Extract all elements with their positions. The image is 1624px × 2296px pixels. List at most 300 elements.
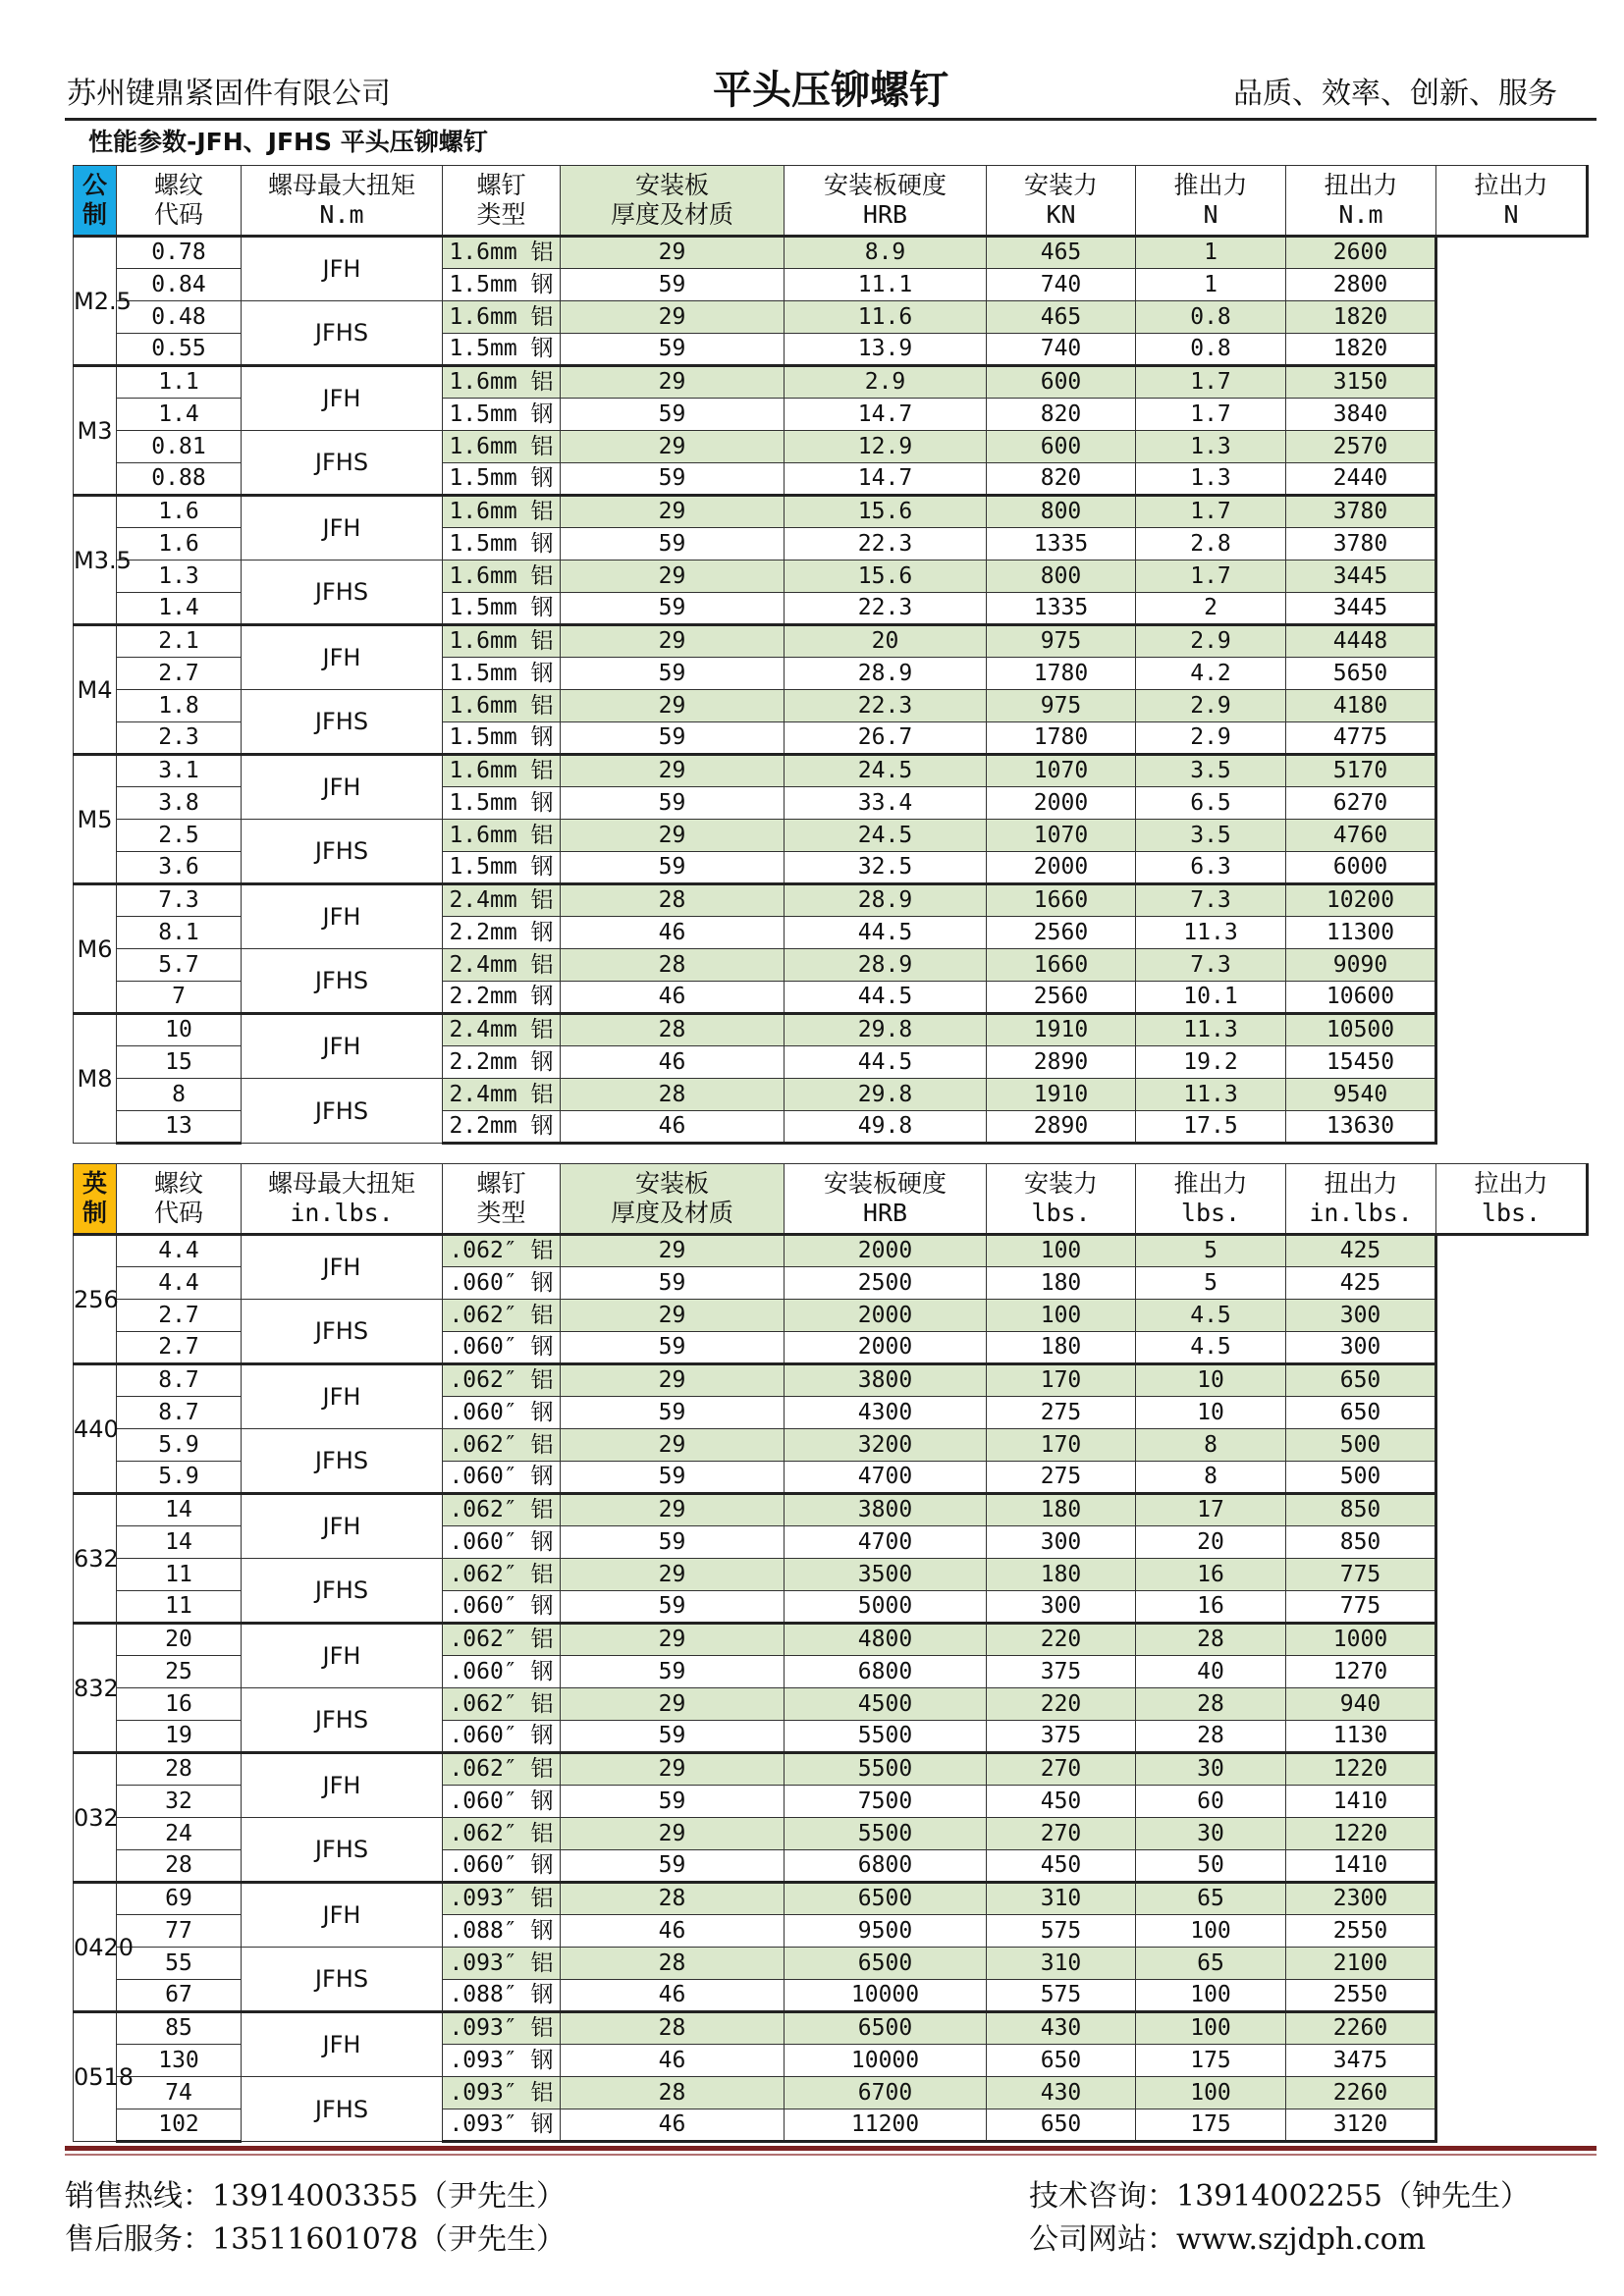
- header-row: [74, 166, 1588, 237]
- pullout-cell: 2300: [1286, 1883, 1436, 1915]
- nut-torque-cell: 7: [117, 982, 242, 1014]
- pullout-cell: 650: [1286, 1397, 1436, 1429]
- hardness-cell: 29: [561, 820, 785, 852]
- pushout-cell: 310: [987, 1948, 1136, 1980]
- page-title: 平头压铆螺钉: [713, 68, 948, 113]
- hardness-cell: 29: [561, 1235, 785, 1267]
- panel-material-cell: .060″ 钢: [443, 1526, 561, 1559]
- thread-code-cell: 832: [74, 1624, 117, 1753]
- torqueout-cell: 1.7: [1136, 496, 1286, 528]
- pushout-cell: 2000: [987, 787, 1136, 820]
- panel-material-cell: .062″ 铝: [443, 1429, 561, 1462]
- pushout-cell: 310: [987, 1883, 1136, 1915]
- panel-material-cell: .060″ 钢: [443, 1786, 561, 1818]
- panel-material-cell: 1.5mm 钢: [443, 722, 561, 755]
- install-force-cell: 15.6: [785, 496, 987, 528]
- pullout-cell: 9540: [1286, 1079, 1436, 1111]
- pullout-cell: 4775: [1286, 722, 1436, 755]
- slogan: 品质、效率、创新、服务: [1233, 77, 1557, 111]
- install-force-cell: 10000: [785, 2045, 987, 2077]
- install-force-cell: 11.1: [785, 269, 987, 301]
- panel-material-cell: .088″ 钢: [443, 1980, 561, 2012]
- pullout-cell: 10500: [1286, 1014, 1436, 1046]
- hardness-cell: 28: [561, 2012, 785, 2045]
- pushout-cell: 1335: [987, 528, 1136, 561]
- torqueout-cell: 7.3: [1136, 884, 1286, 917]
- table-row: [74, 301, 1588, 334]
- header-screw-type: 螺钉 类型: [443, 166, 561, 237]
- torqueout-cell: 1.3: [1136, 463, 1286, 496]
- nut-torque-cell: 1.6: [117, 528, 242, 561]
- footer: [65, 2146, 1597, 2156]
- pullout-cell: 13630: [1286, 1111, 1436, 1144]
- header-install-force: 安装力 lbs.: [987, 1164, 1136, 1235]
- table-row: [74, 949, 1588, 982]
- pushout-cell: 1660: [987, 949, 1136, 982]
- pushout-cell: 600: [987, 366, 1136, 399]
- screw-type-cell: JFHS: [242, 1559, 443, 1624]
- screw-type-cell: JFH: [242, 2012, 443, 2077]
- pushout-cell: 170: [987, 1429, 1136, 1462]
- metric-system-label: [74, 166, 117, 237]
- torqueout-cell: 30: [1136, 1818, 1286, 1850]
- panel-material-cell: 1.6mm 铝: [443, 690, 561, 722]
- tech-consult: 技术咨询：13914002255（钟先生）: [1029, 2179, 1530, 2214]
- nut-torque-cell: 4.4: [117, 1267, 242, 1300]
- table-row: [74, 1079, 1588, 1111]
- hardness-cell: 46: [561, 1915, 785, 1948]
- pushout-cell: 170: [987, 1364, 1136, 1397]
- table-row: [74, 1883, 1588, 1915]
- panel-material-cell: 2.4mm 铝: [443, 949, 561, 982]
- torqueout-cell: 8: [1136, 1462, 1286, 1494]
- hardness-cell: 29: [561, 1364, 785, 1397]
- pullout-cell: 940: [1286, 1688, 1436, 1721]
- table-row: [74, 1235, 1588, 1267]
- torqueout-cell: 50: [1136, 1850, 1286, 1883]
- pushout-cell: 1910: [987, 1079, 1136, 1111]
- install-force-cell: 4700: [785, 1526, 987, 1559]
- install-force-cell: 24.5: [785, 820, 987, 852]
- table-row: [74, 1429, 1588, 1462]
- pushout-cell: 975: [987, 625, 1136, 658]
- header-thread-code: 螺纹 代码: [117, 166, 242, 237]
- screw-type-cell: JFHS: [242, 690, 443, 755]
- hardness-cell: 59: [561, 269, 785, 301]
- install-force-cell: 6800: [785, 1850, 987, 1883]
- after-sales: 售后服务：13511601078（尹先生）: [65, 2222, 566, 2257]
- install-force-cell: 10000: [785, 1980, 987, 2012]
- pullout-cell: 3780: [1286, 528, 1436, 561]
- thread-code-cell: 0420: [74, 1883, 117, 2012]
- pushout-cell: 180: [987, 1494, 1136, 1526]
- header-row: [74, 1164, 1588, 1235]
- pullout-cell: 775: [1286, 1591, 1436, 1624]
- pullout-cell: 9090: [1286, 949, 1436, 982]
- table-row: [74, 820, 1588, 852]
- pullout-cell: 6000: [1286, 852, 1436, 884]
- install-force-cell: 3800: [785, 1364, 987, 1397]
- pushout-cell: 450: [987, 1786, 1136, 1818]
- hardness-cell: 59: [561, 528, 785, 561]
- nut-torque-cell: 14: [117, 1526, 242, 1559]
- torqueout-cell: 10: [1136, 1364, 1286, 1397]
- install-force-cell: 12.9: [785, 431, 987, 463]
- nut-torque-cell: 1.4: [117, 593, 242, 625]
- thread-code-cell: M3.5: [74, 496, 117, 625]
- header-nut-max-torque: 螺母最大扭矩 N.m: [242, 166, 443, 237]
- screw-type-cell: JFH: [242, 1883, 443, 1948]
- table-row: [74, 496, 1588, 528]
- screw-type-cell: JFHS: [242, 1429, 443, 1494]
- pullout-cell: 11300: [1286, 917, 1436, 949]
- pushout-cell: 575: [987, 1915, 1136, 1948]
- pullout-cell: 3150: [1286, 366, 1436, 399]
- pushout-cell: 800: [987, 561, 1136, 593]
- screw-type-cell: JFHS: [242, 949, 443, 1014]
- nut-torque-cell: 3.8: [117, 787, 242, 820]
- hardness-cell: 59: [561, 1786, 785, 1818]
- hardness-cell: 59: [561, 399, 785, 431]
- panel-material-cell: 1.5mm 钢: [443, 334, 561, 366]
- table-row: [74, 431, 1588, 463]
- torqueout-cell: 3.5: [1136, 755, 1286, 787]
- pullout-cell: 850: [1286, 1494, 1436, 1526]
- hardness-cell: 29: [561, 1559, 785, 1591]
- nut-torque-cell: 2.7: [117, 658, 242, 690]
- hardness-cell: 29: [561, 755, 785, 787]
- torqueout-cell: 175: [1136, 2109, 1286, 2142]
- hardness-cell: 28: [561, 1883, 785, 1915]
- nut-torque-cell: 8.1: [117, 917, 242, 949]
- pushout-cell: 740: [987, 334, 1136, 366]
- hardness-cell: 46: [561, 2045, 785, 2077]
- install-force-cell: 15.6: [785, 561, 987, 593]
- pullout-cell: 4180: [1286, 690, 1436, 722]
- hardness-cell: 28: [561, 2077, 785, 2109]
- torqueout-cell: 2.9: [1136, 690, 1286, 722]
- pushout-cell: 820: [987, 463, 1136, 496]
- nut-torque-cell: 16: [117, 1688, 242, 1721]
- table-row: [74, 1624, 1588, 1656]
- nut-torque-cell: 1.1: [117, 366, 242, 399]
- screw-type-cell: JFH: [242, 496, 443, 561]
- screw-type-cell: JFH: [242, 625, 443, 690]
- screw-type-cell: JFHS: [242, 1300, 443, 1364]
- panel-material-cell: 1.6mm 铝: [443, 237, 561, 269]
- screw-type-cell: JFH: [242, 1235, 443, 1300]
- thread-code-cell: M2.5: [74, 237, 117, 366]
- pullout-cell: 650: [1286, 1364, 1436, 1397]
- nut-torque-cell: 2.7: [117, 1332, 242, 1364]
- torqueout-cell: 6.3: [1136, 852, 1286, 884]
- hardness-cell: 59: [561, 1591, 785, 1624]
- pushout-cell: 1780: [987, 658, 1136, 690]
- pushout-cell: 275: [987, 1397, 1136, 1429]
- pullout-cell: 3445: [1286, 593, 1436, 625]
- screw-type-cell: JFHS: [242, 1948, 443, 2012]
- nut-torque-cell: 10: [117, 1014, 242, 1046]
- hardness-cell: 59: [561, 1526, 785, 1559]
- panel-material-cell: 1.5mm 钢: [443, 528, 561, 561]
- panel-material-cell: 1.6mm 铝: [443, 820, 561, 852]
- panel-material-cell: 2.2mm 钢: [443, 1046, 561, 1079]
- screw-type-cell: JFHS: [242, 1688, 443, 1753]
- metric-spec-table: [73, 165, 1589, 1145]
- pullout-cell: 775: [1286, 1559, 1436, 1591]
- torqueout-cell: 1.3: [1136, 431, 1286, 463]
- torqueout-cell: 100: [1136, 1980, 1286, 2012]
- torqueout-cell: 16: [1136, 1591, 1286, 1624]
- pullout-cell: 1000: [1286, 1624, 1436, 1656]
- thread-code-cell: 032: [74, 1753, 117, 1883]
- install-force-cell: 3200: [785, 1429, 987, 1462]
- hardness-cell: 29: [561, 237, 785, 269]
- install-force-cell: 3500: [785, 1559, 987, 1591]
- install-force-cell: 32.5: [785, 852, 987, 884]
- torqueout-cell: 28: [1136, 1688, 1286, 1721]
- pushout-cell: 820: [987, 399, 1136, 431]
- nut-torque-cell: 0.48: [117, 301, 242, 334]
- pushout-cell: 650: [987, 2109, 1136, 2142]
- panel-material-cell: 2.4mm 铝: [443, 1079, 561, 1111]
- screw-type-cell: JFH: [242, 1624, 443, 1688]
- panel-material-cell: .060″ 钢: [443, 1850, 561, 1883]
- nut-torque-cell: 69: [117, 1883, 242, 1915]
- hardness-cell: 29: [561, 1818, 785, 1850]
- install-force-cell: 4300: [785, 1397, 987, 1429]
- install-force-cell: 29.8: [785, 1014, 987, 1046]
- pullout-cell: 10600: [1286, 982, 1436, 1014]
- panel-material-cell: 1.5mm 钢: [443, 658, 561, 690]
- nut-torque-cell: 8.7: [117, 1364, 242, 1397]
- install-force-cell: 7500: [785, 1786, 987, 1818]
- panel-material-cell: 2.2mm 钢: [443, 917, 561, 949]
- nut-torque-cell: 13: [117, 1111, 242, 1144]
- pushout-cell: 1780: [987, 722, 1136, 755]
- torqueout-cell: 2.9: [1136, 625, 1286, 658]
- pushout-cell: 180: [987, 1267, 1136, 1300]
- screw-type-cell: JFH: [242, 884, 443, 949]
- company-name: 苏州键鼎紧固件有限公司: [67, 77, 391, 111]
- nut-torque-cell: 2.5: [117, 820, 242, 852]
- panel-material-cell: 1.5mm 钢: [443, 463, 561, 496]
- panel-material-cell: .062″ 铝: [443, 1818, 561, 1850]
- panel-material-cell: .093″ 铝: [443, 1883, 561, 1915]
- header-panel-hardness: 安装板硬度 HRB: [785, 1164, 987, 1235]
- nut-torque-cell: 19: [117, 1721, 242, 1753]
- screw-type-cell: JFH: [242, 1494, 443, 1559]
- torqueout-cell: 19.2: [1136, 1046, 1286, 1079]
- install-force-cell: 2000: [785, 1332, 987, 1364]
- pullout-cell: 10200: [1286, 884, 1436, 917]
- pushout-cell: 575: [987, 1980, 1136, 2012]
- torqueout-cell: 20: [1136, 1526, 1286, 1559]
- hardness-cell: 59: [561, 593, 785, 625]
- table-row: [74, 625, 1588, 658]
- torqueout-cell: 2.8: [1136, 528, 1286, 561]
- nut-torque-cell: 15: [117, 1046, 242, 1079]
- screw-type-cell: JFHS: [242, 1079, 443, 1144]
- header-panel-thickness-material: 安装板 厚度及材质: [561, 1164, 785, 1235]
- header-torqueout: 扭出力 in.lbs.: [1286, 1164, 1436, 1235]
- hardness-cell: 29: [561, 561, 785, 593]
- nut-torque-cell: 2.1: [117, 625, 242, 658]
- hardness-cell: 29: [561, 625, 785, 658]
- table-row: [74, 884, 1588, 917]
- hardness-cell: 46: [561, 982, 785, 1014]
- pullout-cell: 6270: [1286, 787, 1436, 820]
- thread-code-cell: 632: [74, 1494, 117, 1624]
- pushout-cell: 1335: [987, 593, 1136, 625]
- panel-material-cell: 1.6mm 铝: [443, 561, 561, 593]
- torqueout-cell: 28: [1136, 1624, 1286, 1656]
- nut-torque-cell: 11: [117, 1559, 242, 1591]
- panel-material-cell: 1.6mm 铝: [443, 301, 561, 334]
- nut-torque-cell: 14: [117, 1494, 242, 1526]
- pushout-cell: 2560: [987, 917, 1136, 949]
- torqueout-cell: 10.1: [1136, 982, 1286, 1014]
- table-row: [74, 1688, 1588, 1721]
- table-row: [74, 1753, 1588, 1786]
- torqueout-cell: 1: [1136, 237, 1286, 269]
- nut-torque-cell: 1.3: [117, 561, 242, 593]
- install-force-cell: 11.6: [785, 301, 987, 334]
- install-force-cell: 14.7: [785, 399, 987, 431]
- panel-material-cell: 1.5mm 钢: [443, 852, 561, 884]
- table-row: [74, 1300, 1588, 1332]
- hardness-cell: 29: [561, 1494, 785, 1526]
- pullout-cell: 3445: [1286, 561, 1436, 593]
- torqueout-cell: 11.3: [1136, 917, 1286, 949]
- torqueout-cell: 17: [1136, 1494, 1286, 1526]
- hardness-cell: 59: [561, 658, 785, 690]
- install-force-cell: 5500: [785, 1721, 987, 1753]
- panel-material-cell: .093″ 铝: [443, 2077, 561, 2109]
- torqueout-cell: 5: [1136, 1267, 1286, 1300]
- hardness-cell: 59: [561, 852, 785, 884]
- pushout-cell: 2890: [987, 1046, 1136, 1079]
- pushout-cell: 2000: [987, 852, 1136, 884]
- torqueout-cell: 7.3: [1136, 949, 1286, 982]
- pullout-cell: 3120: [1286, 2109, 1436, 2142]
- hardness-cell: 46: [561, 2109, 785, 2142]
- table-row: [74, 1494, 1588, 1526]
- hardness-cell: 59: [561, 1850, 785, 1883]
- hardness-cell: 59: [561, 1332, 785, 1364]
- pullout-cell: 15450: [1286, 1046, 1436, 1079]
- panel-material-cell: .088″ 钢: [443, 1915, 561, 1948]
- install-force-cell: 20: [785, 625, 987, 658]
- panel-material-cell: 1.5mm 钢: [443, 593, 561, 625]
- hardness-cell: 46: [561, 917, 785, 949]
- pushout-cell: 375: [987, 1656, 1136, 1688]
- panel-material-cell: .060″ 钢: [443, 1591, 561, 1624]
- pushout-cell: 600: [987, 431, 1136, 463]
- screw-type-cell: JFHS: [242, 1818, 443, 1883]
- torqueout-cell: 11.3: [1136, 1014, 1286, 1046]
- install-force-cell: 2.9: [785, 366, 987, 399]
- install-force-cell: 5000: [785, 1591, 987, 1624]
- panel-material-cell: 1.5mm 钢: [443, 269, 561, 301]
- metric-table-section: [73, 165, 1587, 1145]
- nut-torque-cell: 130: [117, 2045, 242, 2077]
- nut-torque-cell: 24: [117, 1818, 242, 1850]
- panel-material-cell: .060″ 钢: [443, 1462, 561, 1494]
- pushout-cell: 100: [987, 1300, 1136, 1332]
- install-force-cell: 2000: [785, 1235, 987, 1267]
- pullout-cell: 5650: [1286, 658, 1436, 690]
- screw-type-cell: JFH: [242, 755, 443, 820]
- torqueout-cell: 175: [1136, 2045, 1286, 2077]
- nut-torque-cell: 0.78: [117, 237, 242, 269]
- pushout-cell: 220: [987, 1624, 1136, 1656]
- torqueout-cell: 17.5: [1136, 1111, 1286, 1144]
- thread-code-cell: 256: [74, 1235, 117, 1364]
- screw-type-cell: JFH: [242, 1014, 443, 1079]
- pullout-cell: 1410: [1286, 1786, 1436, 1818]
- torqueout-cell: 28: [1136, 1721, 1286, 1753]
- panel-material-cell: 1.6mm 铝: [443, 431, 561, 463]
- header-pushout: 推出力 N: [1136, 166, 1286, 237]
- table-row: [74, 1014, 1588, 1046]
- pullout-cell: 425: [1286, 1267, 1436, 1300]
- install-force-cell: 44.5: [785, 1046, 987, 1079]
- install-force-cell: 6700: [785, 2077, 987, 2109]
- screw-type-cell: JFH: [242, 1753, 443, 1818]
- torqueout-cell: 2: [1136, 593, 1286, 625]
- panel-material-cell: .060″ 钢: [443, 1397, 561, 1429]
- header-thread-code: 螺纹 代码: [117, 1164, 242, 1235]
- nut-torque-cell: 5.9: [117, 1462, 242, 1494]
- screw-type-cell: JFHS: [242, 431, 443, 496]
- thread-code-cell: 0518: [74, 2012, 117, 2142]
- hardness-cell: 29: [561, 690, 785, 722]
- pullout-cell: 425: [1286, 1235, 1436, 1267]
- pushout-cell: 450: [987, 1850, 1136, 1883]
- panel-material-cell: .062″ 铝: [443, 1624, 561, 1656]
- torqueout-cell: 1.7: [1136, 366, 1286, 399]
- header-torqueout: 扭出力 N.m: [1286, 166, 1436, 237]
- install-force-cell: 4800: [785, 1624, 987, 1656]
- install-force-cell: 49.8: [785, 1111, 987, 1144]
- nut-torque-cell: 5.7: [117, 949, 242, 982]
- hardness-cell: 29: [561, 1429, 785, 1462]
- thread-code-cell: 440: [74, 1364, 117, 1494]
- hardness-cell: 29: [561, 1624, 785, 1656]
- system-label-char: 英: [81, 1169, 107, 1198]
- pullout-cell: 500: [1286, 1429, 1436, 1462]
- header-screw-type: 螺钉 类型: [443, 1164, 561, 1235]
- hardness-cell: 59: [561, 1656, 785, 1688]
- pushout-cell: 975: [987, 690, 1136, 722]
- panel-material-cell: 2.2mm 钢: [443, 982, 561, 1014]
- panel-material-cell: 1.6mm 铝: [443, 366, 561, 399]
- pushout-cell: 1910: [987, 1014, 1136, 1046]
- nut-torque-cell: 8.7: [117, 1397, 242, 1429]
- torqueout-cell: 40: [1136, 1656, 1286, 1688]
- pushout-cell: 1070: [987, 755, 1136, 787]
- torqueout-cell: 3.5: [1136, 820, 1286, 852]
- install-force-cell: 13.9: [785, 334, 987, 366]
- install-force-cell: 2500: [785, 1267, 987, 1300]
- hardness-cell: 29: [561, 301, 785, 334]
- install-force-cell: 11200: [785, 2109, 987, 2142]
- install-force-cell: 44.5: [785, 917, 987, 949]
- nut-torque-cell: 4.4: [117, 1235, 242, 1267]
- install-force-cell: 28.9: [785, 949, 987, 982]
- panel-material-cell: .060″ 钢: [443, 1267, 561, 1300]
